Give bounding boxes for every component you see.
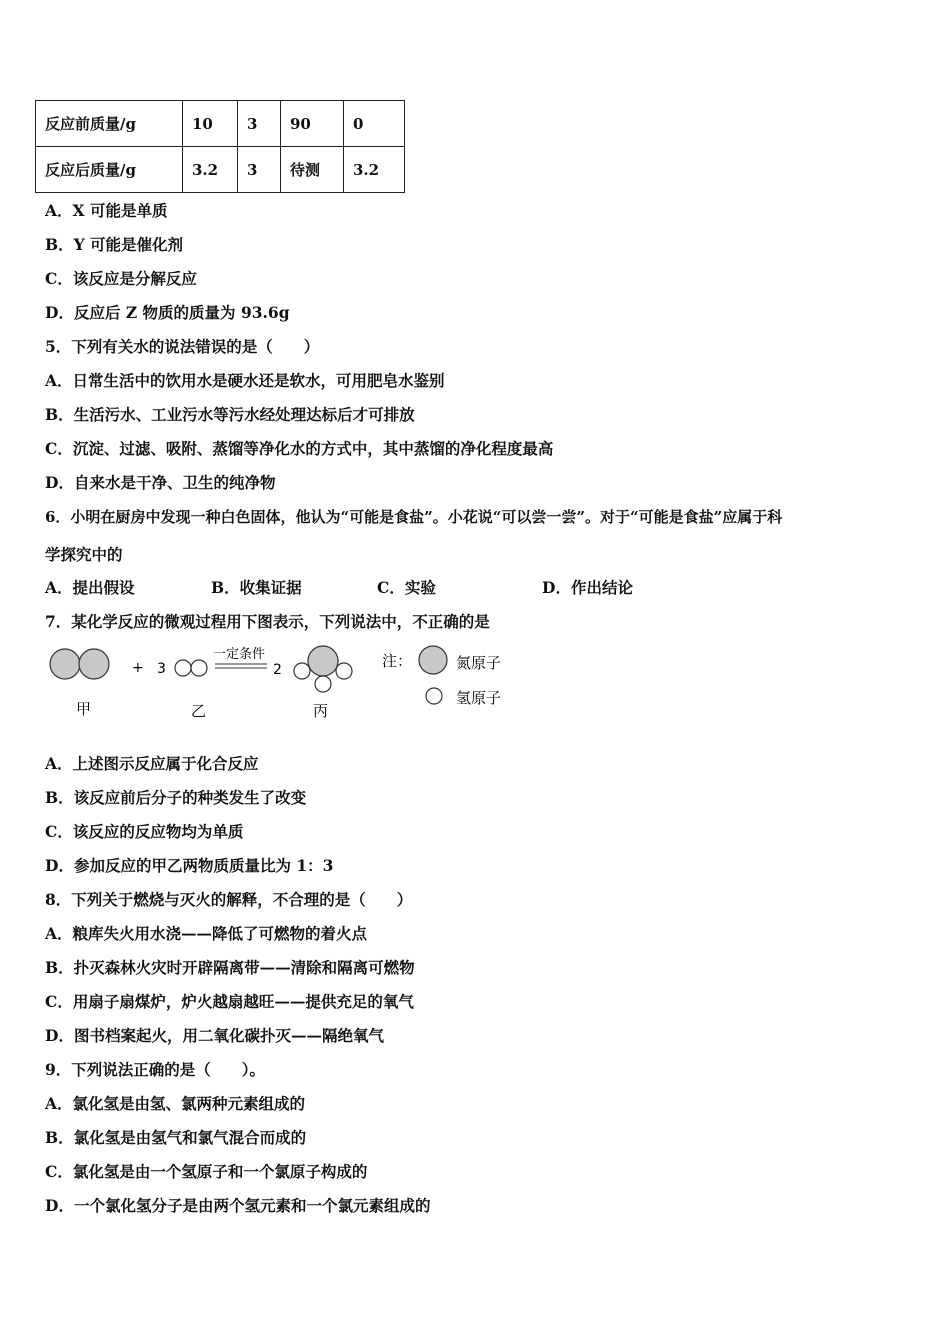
q6-options bbox=[45, 576, 633, 598]
reaction-diagram bbox=[45, 640, 525, 730]
q8-option-d: D．图书档案起火，用二氧化碳扑灭——隔绝氧气 bbox=[45, 1026, 384, 1045]
coefficient-c: 2 bbox=[273, 662, 282, 678]
table-cell: 90 bbox=[281, 101, 344, 147]
legend-hydrogen-label: 氢原子 bbox=[456, 689, 502, 707]
molecule-bing bbox=[294, 646, 352, 692]
table-cell: 待测 bbox=[281, 147, 344, 193]
q7-option-c: C．该反应的反应物均为单质 bbox=[45, 822, 244, 841]
mass-table bbox=[35, 100, 405, 193]
plus-sign: + bbox=[132, 660, 144, 676]
table-cell: 3.2 bbox=[344, 147, 405, 193]
q9-stem: 9．下列说法正确的是（ ）。 bbox=[45, 1060, 266, 1079]
q6-option-b: B．收集证据 bbox=[211, 578, 302, 597]
hydrogen-atom bbox=[191, 660, 207, 676]
table-cell: 3.2 bbox=[183, 147, 238, 193]
q9-option-a: A．氯化氢是由氢、氯两种元素组成的 bbox=[45, 1094, 306, 1113]
q4-option-b: B．Y 可能是催化剂 bbox=[45, 235, 184, 254]
q4-option-c: C．该反应是分解反应 bbox=[45, 269, 197, 288]
q5-option-d: D．自来水是干净、卫生的纯净物 bbox=[45, 473, 276, 492]
hydrogen-atom bbox=[315, 676, 331, 692]
q6-stem: 6．小明在厨房中发现一种白色固体，他认为“可能是食盐”。小花说“可以尝一尝”。对于“可能是食盐”应属于科 bbox=[45, 508, 783, 526]
label-jia: 甲 bbox=[76, 700, 92, 718]
table-cell: 0 bbox=[344, 101, 405, 147]
label-yi: 乙 bbox=[191, 702, 207, 720]
q5-option-a: A．日常生活中的饮用水是硬水还是软水，可用肥皂水鉴别 bbox=[45, 371, 445, 390]
molecule-jia bbox=[50, 649, 109, 679]
q9-option-c: C．氯化氢是由一个氢原子和一个氯原子构成的 bbox=[45, 1162, 368, 1181]
q8-option-b: B．扑灭森林火灾时开辟隔离带——清除和隔离可燃物 bbox=[45, 958, 415, 977]
q8-option-c: C．用扇子扇煤炉，炉火越扇越旺——提供充足的氧气 bbox=[45, 992, 414, 1011]
hydrogen-atom bbox=[175, 660, 191, 676]
legend-nitrogen-label: 氮原子 bbox=[456, 654, 502, 672]
coefficient-b: 3 bbox=[157, 661, 166, 677]
q6-option-a: A．提出假设 bbox=[45, 578, 135, 597]
reaction-condition: 一定条件 bbox=[213, 647, 266, 662]
table-row bbox=[36, 101, 405, 147]
table-cell: 3 bbox=[238, 101, 281, 147]
q7-option-b: B．该反应前后分子的种类发生了改变 bbox=[45, 788, 307, 807]
q5-option-b: B．生活污水、工业污水等污水经处理达标后才可排放 bbox=[45, 405, 415, 424]
q6-stem-continued: 学探究中的 bbox=[45, 545, 123, 564]
q8-stem: 8．下列关于燃烧与灭火的解释，不合理的是（ ） bbox=[45, 890, 413, 909]
legend-note: 注： bbox=[382, 652, 413, 670]
molecule-yi bbox=[175, 660, 207, 676]
label-bing: 丙 bbox=[313, 702, 329, 720]
nitrogen-atom bbox=[79, 649, 109, 679]
q9-option-b: B．氯化氢是由氢气和氯气混合而成的 bbox=[45, 1128, 307, 1147]
q7-stem: 7．某化学反应的微观过程用下图表示，下列说法中，不正确的是 bbox=[45, 612, 490, 631]
table-cell: 反应前质量/g bbox=[36, 101, 183, 147]
nitrogen-atom bbox=[50, 649, 80, 679]
table-cell: 反应后质量/g bbox=[36, 147, 183, 193]
q4-option-a: A．X 可能是单质 bbox=[45, 201, 168, 220]
q9-option-d: D．一个氯化氢分子是由两个氢元素和一个氯元素组成的 bbox=[45, 1196, 431, 1215]
table-cell: 3 bbox=[238, 147, 281, 193]
legend-nitrogen-icon bbox=[419, 646, 447, 674]
table-cell: 10 bbox=[183, 101, 238, 147]
q7-option-d: D．参加反应的甲乙两物质质量比为 1：3 bbox=[45, 856, 334, 875]
hydrogen-atom bbox=[336, 663, 352, 679]
q5-stem: 5．下列有关水的说法错误的是（ ） bbox=[45, 337, 320, 356]
table-row bbox=[36, 147, 405, 193]
q7-option-a: A．上述图示反应属于化合反应 bbox=[45, 754, 259, 773]
q6-option-d: D．作出结论 bbox=[542, 578, 633, 597]
q8-option-a: A．粮库失火用水浇——降低了可燃物的着火点 bbox=[45, 924, 368, 943]
q6-option-c: C．实验 bbox=[377, 578, 436, 597]
legend-hydrogen-icon bbox=[426, 688, 442, 704]
hydrogen-atom bbox=[294, 663, 310, 679]
q4-option-d: D．反应后 Z 物质的质量为 93.6g bbox=[45, 303, 290, 322]
q5-option-c: C．沉淀、过滤、吸附、蒸馏等净化水的方式中，其中蒸馏的净化程度最高 bbox=[45, 439, 554, 458]
nitrogen-atom bbox=[308, 646, 338, 676]
